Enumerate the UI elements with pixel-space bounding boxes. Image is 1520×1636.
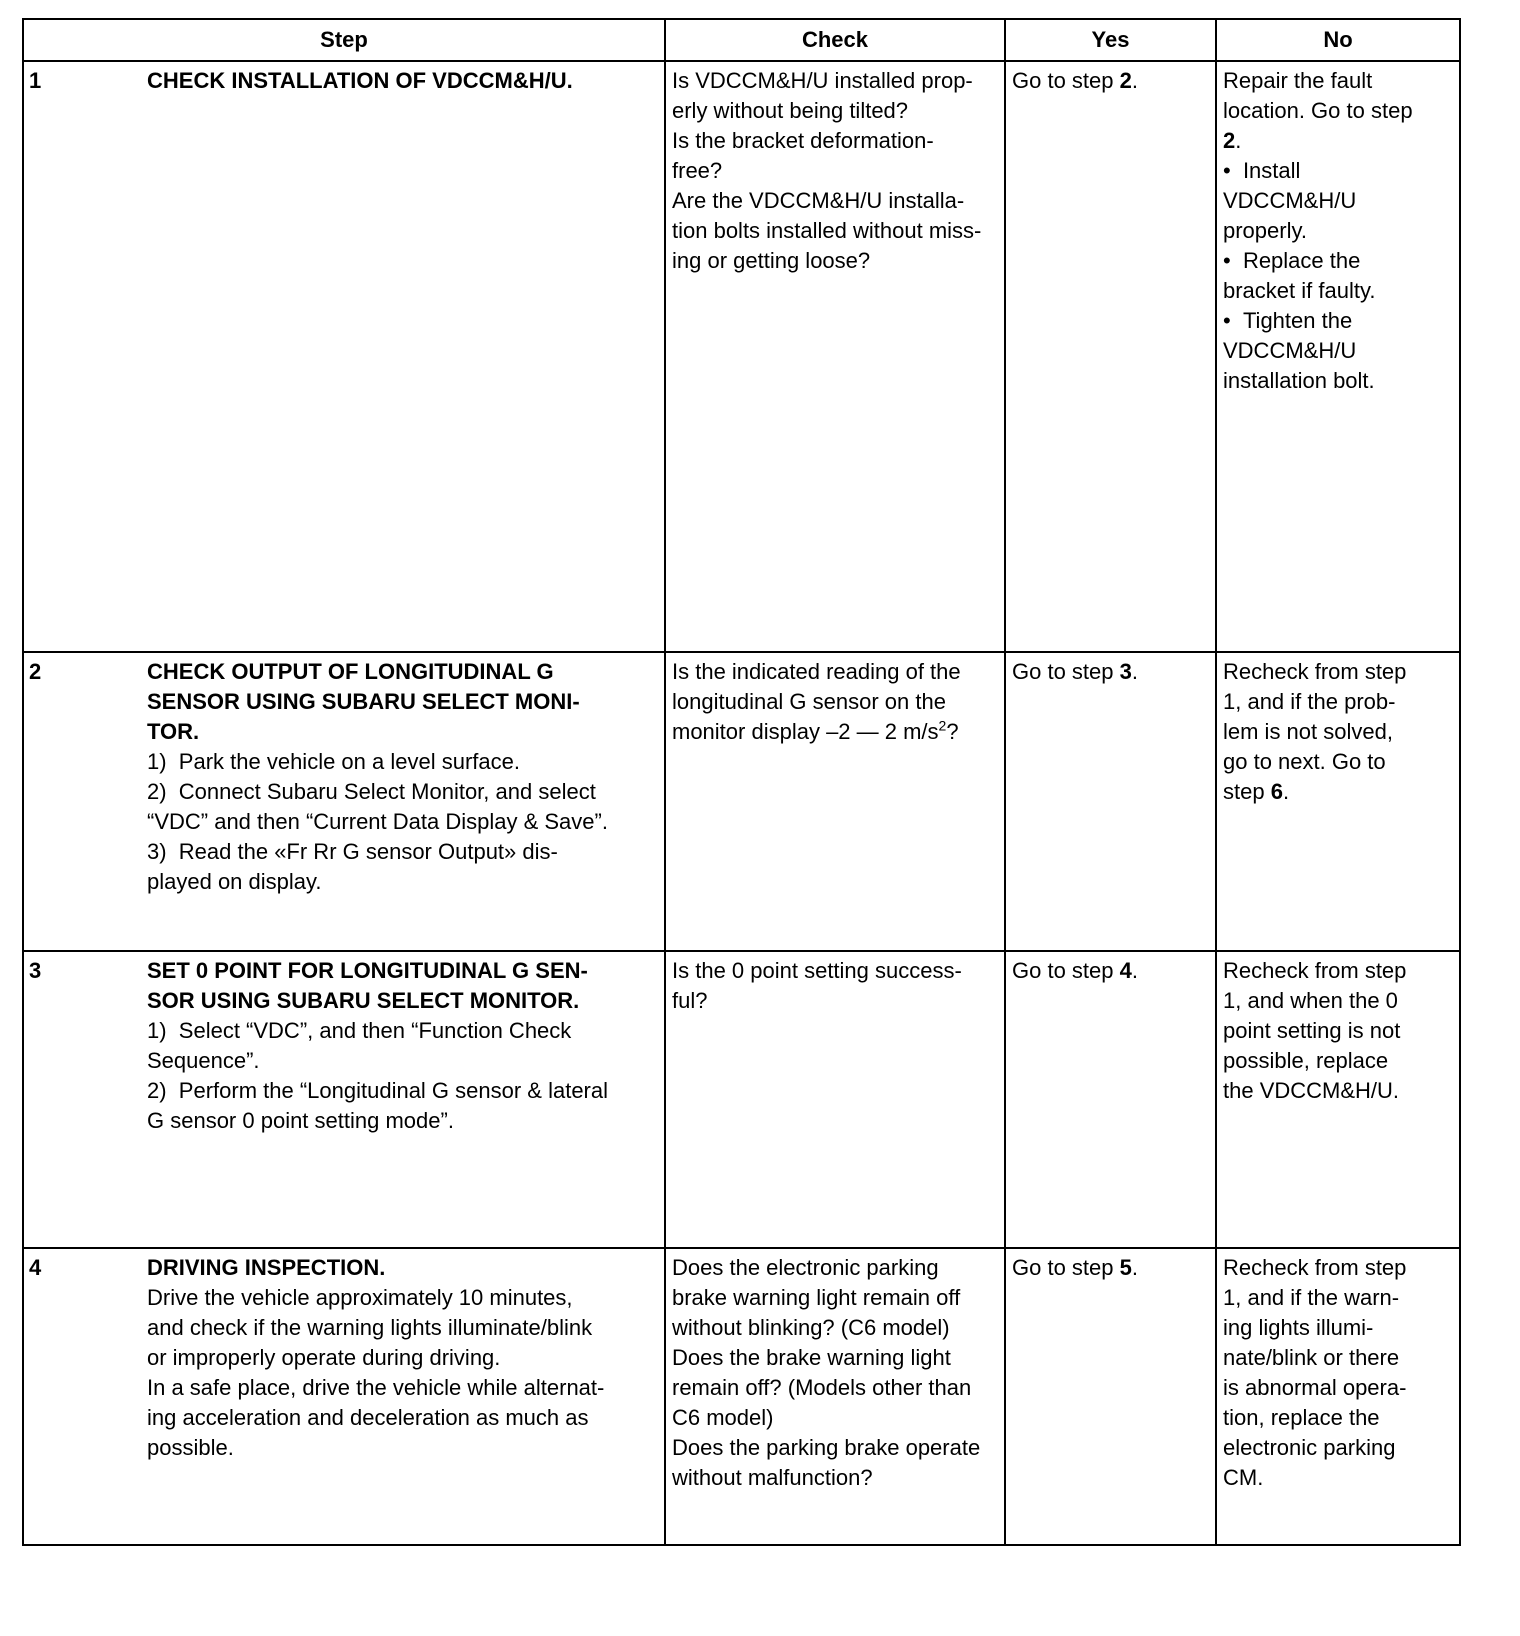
yes-cell	[1005, 1248, 1216, 1545]
no-text: point setting is not	[1223, 1018, 1401, 1043]
check-text: monitor display –2 — 2 m/s	[672, 719, 939, 744]
bullet-item: • Install	[1223, 156, 1453, 186]
step-title: CHECK INSTALLATION OF VDCCM&H/U.	[147, 68, 573, 93]
step-cell	[23, 61, 665, 652]
yes-suffix: .	[1131, 958, 1138, 983]
no-text: Recheck from step	[1223, 958, 1407, 983]
check-text: ing or getting loose?	[672, 248, 871, 273]
no-text: 1, and if the prob-	[1223, 689, 1396, 714]
no-suffix: .	[1282, 779, 1290, 804]
header-step: Step	[23, 19, 665, 61]
table-row	[23, 61, 1460, 652]
no-text: Recheck from step	[1223, 1255, 1407, 1280]
header-check: Check	[665, 19, 1005, 61]
no-text: tion, replace the	[1223, 1405, 1380, 1430]
no-text: 1, and when the 0	[1223, 988, 1398, 1013]
check-text: C6 model)	[672, 1405, 774, 1430]
yes-text: Go to step	[1012, 68, 1120, 93]
check-cell	[665, 951, 1005, 1248]
step-instruction: 1) Park the vehicle on a level surface.	[147, 749, 520, 774]
bullet-continuation: properly.	[1223, 218, 1307, 243]
yes-text: Go to step	[1012, 1255, 1120, 1280]
check-text: Is VDCCM&H/U installed prop-	[672, 68, 973, 93]
step-number: 1	[29, 68, 42, 93]
step-title: TOR.	[147, 719, 200, 744]
bullet-item: • Replace the	[1223, 246, 1453, 276]
no-text: the VDCCM&H/U.	[1223, 1078, 1400, 1103]
yes-suffix: .	[1131, 659, 1138, 684]
step-instruction: possible.	[147, 1435, 234, 1460]
check-text: Is the indicated reading of the	[672, 659, 961, 684]
step-instruction: Drive the vehicle approximately 10 minutes,	[147, 1285, 573, 1310]
yes-step-ref: 2	[1119, 68, 1132, 93]
no-text: electronic parking	[1223, 1435, 1396, 1460]
check-text: brake warning light remain off	[672, 1285, 961, 1310]
no-suffix: .	[1235, 128, 1242, 153]
check-text: ful?	[672, 988, 708, 1013]
no-cell	[1216, 652, 1460, 951]
header-row	[23, 19, 1460, 61]
step-instruction: or improperly operate during driving.	[147, 1345, 501, 1370]
check-text: without blinking? (C6 model)	[672, 1315, 950, 1340]
step-instruction: ing acceleration and deceleration as much as	[147, 1405, 589, 1430]
step-title: CHECK OUTPUT OF LONGITUDINAL G	[147, 659, 554, 684]
no-cell	[1216, 61, 1460, 652]
step-title: SET 0 POINT FOR LONGITUDINAL G SEN-	[147, 958, 588, 983]
bullet-item: • Tighten the	[1223, 306, 1453, 336]
no-text: lem is not solved,	[1223, 719, 1393, 744]
check-text: erly without being tilted?	[672, 98, 909, 123]
step-cell	[23, 1248, 665, 1545]
check-text: remain off? (Models other than	[672, 1375, 972, 1400]
no-text: step	[1223, 779, 1271, 804]
step-number: 3	[29, 958, 42, 983]
check-cell	[665, 1248, 1005, 1545]
no-text: location. Go to step	[1223, 98, 1413, 123]
bullet-continuation: installation bolt.	[1223, 368, 1375, 393]
check-text: free?	[672, 158, 723, 183]
diagnostic-procedure-table	[22, 18, 1461, 1546]
check-text: Is the bracket deformation-	[672, 128, 934, 153]
check-text: Does the parking brake operate	[672, 1435, 981, 1460]
yes-step-ref: 5	[1119, 1255, 1132, 1280]
no-text: possible, replace	[1223, 1048, 1389, 1073]
bullet-continuation: VDCCM&H/U	[1223, 338, 1357, 363]
step-instruction: 1) Select “VDC”, and then “Function Check	[147, 1018, 572, 1043]
step-instruction: and check if the warning lights illuminate/blink	[147, 1315, 593, 1340]
no-text: ing lights illumi-	[1223, 1315, 1374, 1340]
step-title: SENSOR USING SUBARU SELECT MONI-	[147, 689, 580, 714]
check-text: Is the 0 point setting success-	[672, 958, 962, 983]
bullet-continuation: bracket if faulty.	[1223, 278, 1376, 303]
table-row	[23, 652, 1460, 951]
step-title: SOR USING SUBARU SELECT MONITOR.	[147, 988, 580, 1013]
step-instruction: played on display.	[147, 869, 322, 894]
header-no: No	[1216, 19, 1460, 61]
yes-step-ref: 3	[1119, 659, 1132, 684]
no-text: is abnormal opera-	[1223, 1375, 1407, 1400]
step-cell	[23, 652, 665, 951]
step-instruction: Sequence”.	[147, 1048, 260, 1073]
table-row	[23, 1248, 1460, 1545]
no-text: 1, and if the warn-	[1223, 1285, 1400, 1310]
no-cell	[1216, 1248, 1460, 1545]
yes-step-ref: 4	[1119, 958, 1132, 983]
check-text: Does the brake warning light	[672, 1345, 951, 1370]
check-text: Does the electronic parking	[672, 1255, 939, 1280]
no-step-ref: 2	[1223, 128, 1236, 153]
yes-cell	[1005, 652, 1216, 951]
no-text: Recheck from step	[1223, 659, 1407, 684]
yes-text: Go to step	[1012, 659, 1120, 684]
step-instruction: G sensor 0 point setting mode”.	[147, 1108, 454, 1133]
yes-suffix: .	[1131, 1255, 1138, 1280]
step-number: 2	[29, 659, 42, 684]
no-cell	[1216, 951, 1460, 1248]
no-text: go to next. Go to	[1223, 749, 1386, 774]
yes-cell	[1005, 951, 1216, 1248]
step-number: 4	[29, 1255, 42, 1280]
no-text: CM.	[1223, 1465, 1264, 1490]
check-text: tion bolts installed without miss-	[672, 218, 982, 243]
step-instruction: “VDC” and then “Current Data Display & Save”.	[147, 809, 608, 834]
step-instruction: 2) Connect Subaru Select Monitor, and select	[147, 779, 596, 804]
step-instruction: In a safe place, drive the vehicle while alternat-	[147, 1375, 605, 1400]
table-row	[23, 951, 1460, 1248]
check-text: without malfunction?	[672, 1465, 873, 1490]
check-text: longitudinal G sensor on the	[672, 689, 946, 714]
no-step-ref: 6	[1270, 779, 1283, 804]
superscript: 2	[938, 717, 947, 734]
step-instruction: 3) Read the «Fr Rr G sensor Output» dis-	[147, 839, 558, 864]
check-text-suffix: ?	[946, 719, 959, 744]
check-text: Are the VDCCM&H/U installa-	[672, 188, 965, 213]
step-cell	[23, 951, 665, 1248]
bullet-continuation: VDCCM&H/U	[1223, 188, 1357, 213]
check-cell	[665, 652, 1005, 951]
no-text: nate/blink or there	[1223, 1345, 1400, 1370]
yes-text: Go to step	[1012, 958, 1120, 983]
step-title: DRIVING INSPECTION.	[147, 1255, 386, 1280]
no-text: Repair the fault	[1223, 68, 1373, 93]
check-cell	[665, 61, 1005, 652]
yes-suffix: .	[1131, 68, 1138, 93]
step-instruction: 2) Perform the “Longitudinal G sensor & lateral	[147, 1078, 609, 1103]
yes-cell	[1005, 61, 1216, 652]
header-yes: Yes	[1005, 19, 1216, 61]
